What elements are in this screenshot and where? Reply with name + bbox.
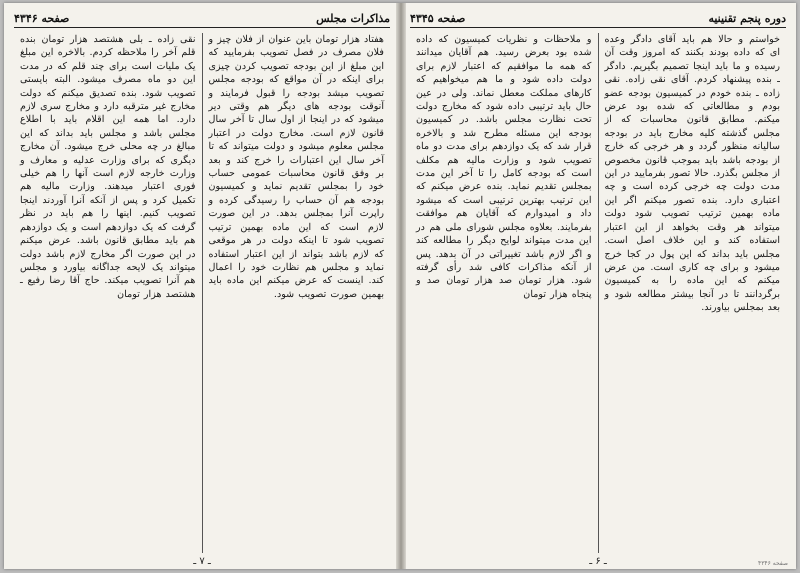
right-header-title: دوره پنجم تقنینیه <box>708 11 786 25</box>
right-page <box>400 3 796 569</box>
left-page-column-left <box>14 33 203 553</box>
left-page-header <box>14 9 390 28</box>
left-page-column-right <box>203 33 391 553</box>
left-page-footer: ـ ۷ ـ <box>193 556 211 567</box>
scan-note: صفحه ۴۳۴۶ <box>757 560 788 567</box>
right-header-page-number: صفحه ۴۳۴۵ <box>410 11 466 25</box>
column-text: و ملاحظات و نظریات کمیسیون که داده شده بود بعرض رسید. هم آقایان میدانند که همه ما موافقیم که اعتبار لازم برای دولت داده شود و ما هم میخواهیم که کارهای مملکت معطل نماند. ولی در عین حال باید ترتیبی داده شود که مخارج دولت تحت نظارت مجلس باشد. در کمیسیون بودجه این مسئله مطرح شد و بالاخره قرار شد که یک دوازدهم برای مدت دو ماه تصویب شود و وزارت مالیه هم مکلف است که بودجه کامل را تا آخر این مدت بمجلس تقدیم نماید. بنده عرض میکنم که این ترتیب بهترین ترتیبی است که میشود داد و امیدوارم که آقایان هم موافقت بفرمایند. بعلاوه مجلس شورای ملی هم در این مدت میتواند لوایح دیگر را مطالعه کند و اگر لازم باشد تغییراتی در آن بدهد. پس از آنکه مذاکرات کافی شد رأی گرفته شود. هزار تومان صد هزار تومان صد و پنجاه هزار تومان <box>416 34 592 300</box>
left-header-page-number: صفحه ۴۳۴۶ <box>14 11 70 25</box>
column-text: نقی زاده ـ بلی هشتصد هزار تومان بنده قلم آخر را ملاحظه کردم. بالاخره این مبلغ یک ملیات است برای چند قلم که در مدت این دو ماه مصرف میشود. البته بایستی تصویب شود. بنده تصدیق میکنم که دولت مخارج غیر مترقبه دارد و مخارج سری لازم دارد. اما همه این اقلام باید با اطلاع مجلس باشد و مجلس باید بداند که این مبالغ در چه محلی خرج میشود. آن مخارج دیگری که برای وزارت عدلیه و معارف و وزارت خارجه لازم است آنها را هم خیلی فوری اعتبار میدهند. وزارت مالیه هم تکمیل کرد و پس از آنکه آنرا آوردند اینجا تصویب کنیم. اینها را هم باید در نظر گرفت که یک دوازدهم است و یک دوازدهم هم باید مطابق قانون باشد. عرض میکنم در این صورت اگر مخارج لازم باشد دولت میتواند یک لایحه جداگانه بیاورد و مجلس هم آنرا تصویب میکند. حاج آقا رضا رفیع ـ هشتصد هزار تومان <box>20 34 196 300</box>
right-page-columns <box>410 33 786 553</box>
column-text: خواستم و حالا هم باید آقای دادگر وعده ای که داده بودند بکنند که امروز وقت آن رسیده و ما باید اینجا تصمیم بگیریم. دادگر ـ بنده پیشنهاد کردم. آقای نقی زاده. نقی زاده ـ بنده خودم در کمیسیون بودجه عضو بودم و مطالعاتی که شده بود عرض میکنم. مطابق قانون محاسبات که از مجلس گذشته کلیه مخارج باید در بودجه سالیانه منظور گردد و هر خرجی که خارج از بودجه باشد باید بموجب قانون مخصوص از مجلس بگذرد. حالا تصور بفرمایید در این مدت دولت چه خرجی کرده است و چه اعتباری دارد. بنده تصور میکنم اگر این ماده بهمین ترتیب تصویب شود دولت میتواند هر وقت بخواهد از این اعتبار استفاده کند و این خلاف اصل است. مجلس باید بداند که این پول در کجا خرج میشود و برای چه کاری است. من عرض میکنم که این ماده را به کمیسیون برگردانند تا در آنجا بیشتر مطالعه شود و بعد بمجلس بیاورند. <box>604 34 780 314</box>
left-page <box>4 3 400 569</box>
column-text: هفتاد هزار تومان باین عنوان از فلان چیز و فلان مصرف در فصل تصویب بفرمایید که این مبلغ از این بودجه تصویب کردن چیزی برای اینکه در آن مواقع که بودجه مجلس تصویب میشد بودجه را قبول فرمایند و آنوقت بودجه های دیگر هم وقتی دیر میشود که در اینجا از اول سال تا آخر سال قانون لازم است. مخارج دولت در اعتبار مجلس معلوم میشود و دولت میتواند که تا آخر سال این اعتبارات را خرج کند و بعد بر وفق قانون محاسبات عمومی حساب خود را بمجلس تقدیم نماید و کمیسیون بودجه هم آن حساب را رسیدگی کرده و راپرت آنرا بمجلس بدهد. در این صورت لازم است که این ماده بهمین ترتیب تصویب شود تا اینکه دولت در هر موقعی که لازم باشد بتواند از این اعتبار استفاده نماید و مجلس هم نظارت خود را اعمال کند. اینست که عرض میکنم این ماده باید بهمین صورت تصویب شود. <box>208 34 384 300</box>
left-header-title: مذاکرات مجلس <box>316 11 390 25</box>
left-page-columns <box>14 33 390 553</box>
right-page-column-right <box>599 33 787 553</box>
right-page-column-left <box>410 33 599 553</box>
right-page-footer: ـ ۶ ـ <box>589 556 607 567</box>
right-page-header <box>410 9 786 28</box>
book-spread <box>4 3 796 569</box>
